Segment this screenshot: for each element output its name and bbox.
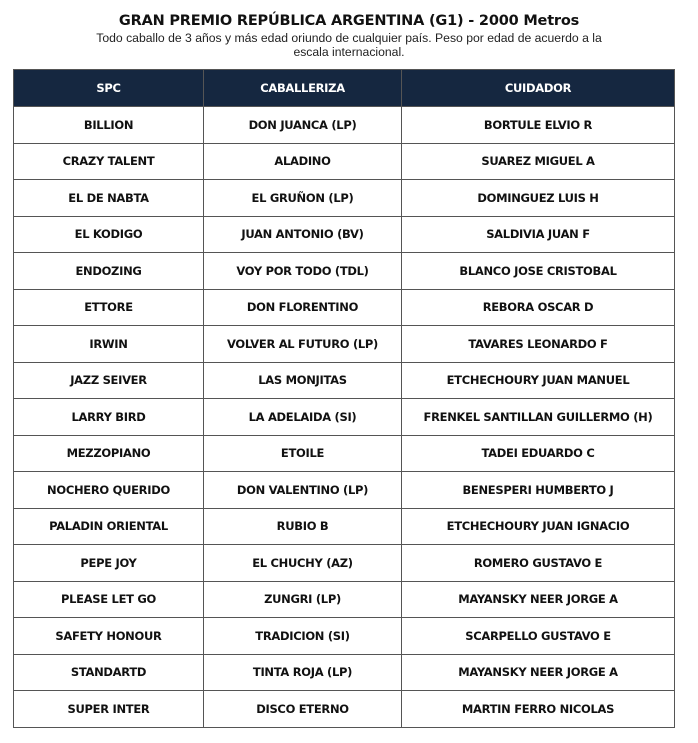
cell-spc: ETTORE	[14, 289, 204, 326]
cell-cuidador: BENESPERI HUMBERTO J	[402, 472, 675, 509]
cell-caballeriza: VOY POR TODO (TDL)	[204, 253, 402, 290]
cell-spc: CRAZY TALENT	[14, 143, 204, 180]
table-row	[14, 253, 675, 290]
cell-caballeriza: JUAN ANTONIO (BV)	[204, 216, 402, 253]
table-body	[14, 107, 675, 728]
cell-cuidador: ROMERO GUSTAVO E	[402, 545, 675, 582]
cell-spc: IRWIN	[14, 326, 204, 363]
cell-cuidador: REBORA OSCAR D	[402, 289, 675, 326]
cell-cuidador: BORTULE ELVIO R	[402, 107, 675, 144]
cell-caballeriza: ALADINO	[204, 143, 402, 180]
cell-cuidador: MAYANSKY NEER JORGE A	[402, 581, 675, 618]
cell-cuidador: TADEI EDUARDO C	[402, 435, 675, 472]
table-row	[14, 326, 675, 363]
cell-caballeriza: LA ADELAIDA (SI)	[204, 399, 402, 436]
race-title: GRAN PREMIO REPÚBLICA ARGENTINA (G1) - 2000 Metros	[118, 13, 580, 29]
cell-spc: SAFETY HONOUR	[14, 618, 204, 655]
cell-caballeriza: TINTA ROJA (LP)	[204, 654, 402, 691]
cell-cuidador: ETCHECHOURY JUAN MANUEL	[402, 362, 675, 399]
cell-spc: PALADIN ORIENTAL	[14, 508, 204, 545]
table-row	[14, 289, 675, 326]
cell-cuidador: SUAREZ MIGUEL A	[402, 143, 675, 180]
table-row	[14, 435, 675, 472]
cell-cuidador: BLANCO JOSE CRISTOBAL	[402, 253, 675, 290]
cell-caballeriza: ETOILE	[204, 435, 402, 472]
cell-cuidador: ETCHECHOURY JUAN IGNACIO	[402, 508, 675, 545]
table-row	[14, 399, 675, 436]
cell-spc: SUPER INTER	[14, 691, 204, 728]
table-row	[14, 362, 675, 399]
cell-caballeriza: DON FLORENTINO	[204, 289, 402, 326]
table-row	[14, 508, 675, 545]
table-header	[14, 70, 675, 107]
cell-caballeriza: DON VALENTINO (LP)	[204, 472, 402, 509]
cell-caballeriza: LAS MONJITAS	[204, 362, 402, 399]
entries-table	[13, 69, 675, 728]
table-row	[14, 472, 675, 509]
cell-cuidador: MAYANSKY NEER JORGE A	[402, 654, 675, 691]
cell-spc: EL DE NABTA	[14, 180, 204, 217]
table-row	[14, 654, 675, 691]
cell-spc: NOCHERO QUERIDO	[14, 472, 204, 509]
table-row	[14, 581, 675, 618]
cell-caballeriza: VOLVER AL FUTURO (LP)	[204, 326, 402, 363]
column-header-caballeriza: CABALLERIZA	[204, 70, 402, 107]
cell-cuidador: DOMINGUEZ LUIS H	[402, 180, 675, 217]
cell-caballeriza: RUBIO B	[204, 508, 402, 545]
cell-spc: EL KODIGO	[14, 216, 204, 253]
cell-caballeriza: EL CHUCHY (AZ)	[204, 545, 402, 582]
column-header-cuidador: CUIDADOR	[402, 70, 675, 107]
table-row	[14, 216, 675, 253]
cell-spc: PEPE JOY	[14, 545, 204, 582]
cell-spc: ENDOZING	[14, 253, 204, 290]
cell-caballeriza: EL GRUÑON (LP)	[204, 180, 402, 217]
cell-caballeriza: DISCO ETERNO	[204, 691, 402, 728]
cell-spc: PLEASE LET GO	[14, 581, 204, 618]
cell-spc: JAZZ SEIVER	[14, 362, 204, 399]
table-row	[14, 618, 675, 655]
cell-caballeriza: DON JUANCA (LP)	[204, 107, 402, 144]
cell-cuidador: SCARPELLO GUSTAVO E	[402, 618, 675, 655]
cell-spc: BILLION	[14, 107, 204, 144]
cell-spc: LARRY BIRD	[14, 399, 204, 436]
cell-cuidador: FRENKEL SANTILLAN GUILLERMO (H)	[402, 399, 675, 436]
column-header-spc: SPC	[14, 70, 204, 107]
table-row	[14, 143, 675, 180]
cell-cuidador: MARTIN FERRO NICOLAS	[402, 691, 675, 728]
cell-spc: STANDARTD	[14, 654, 204, 691]
table-row	[14, 691, 675, 728]
cell-caballeriza: ZUNGRI (LP)	[204, 581, 402, 618]
cell-cuidador: SALDIVIA JUAN F	[402, 216, 675, 253]
header-row	[14, 70, 675, 107]
cell-caballeriza: TRADICION (SI)	[204, 618, 402, 655]
table-row	[14, 107, 675, 144]
table-row	[14, 180, 675, 217]
table-row	[14, 545, 675, 582]
race-conditions: Todo caballo de 3 años y más edad oriundo de cualquier país. Peso por edad de acuerdo a la escala internacional.	[96, 31, 602, 59]
cell-cuidador: TAVARES LEONARDO F	[402, 326, 675, 363]
cell-spc: MEZZOPIANO	[14, 435, 204, 472]
